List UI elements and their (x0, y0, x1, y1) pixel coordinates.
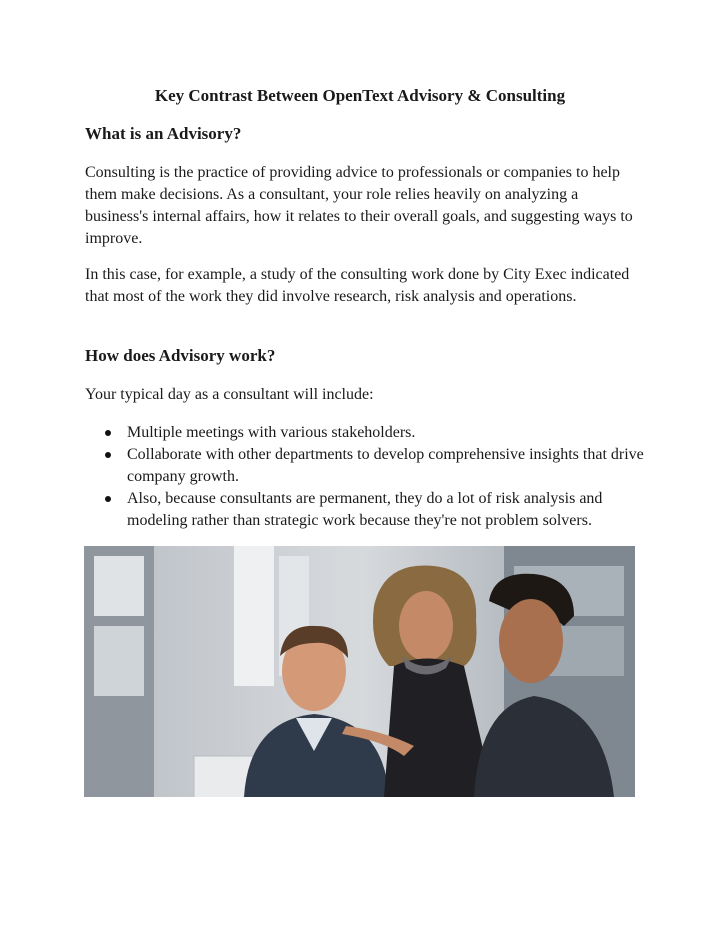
paragraph-typical-day: Your typical day as a consultant will include: (85, 386, 374, 403)
bullet-text: Also, because consultants are permanent, they do a lot of risk analysis and modeling rather than strategic work because they're not problem solvers. (127, 490, 603, 529)
bullet-item (85, 422, 645, 444)
bullet-text: Multiple meetings with various stakeholders. (127, 424, 416, 441)
bullet-item (85, 488, 645, 532)
bullet-dot-icon (105, 430, 111, 436)
office-meeting-photo (84, 546, 635, 797)
photo-illustration (84, 546, 635, 797)
bullet-dot-icon (105, 452, 111, 458)
bullet-item (85, 444, 645, 488)
bullet-list (85, 422, 645, 532)
bullet-dot-icon (105, 496, 111, 502)
paragraph-consulting-definition: Consulting is the practice of providing advice to professionals or companies to help them make decisions. As a consultant, your role relies heavily on analyzing a business's internal affairs, how it relates to their overall goals, and suggesting ways to improve. (85, 164, 633, 247)
paragraph-city-exec-study: In this case, for example, a study of the consulting work done by City Exec indicated that most of the work they did involve research, risk analysis and operations. (85, 266, 630, 305)
section-heading-how-advisory-works: How does Advisory work? (85, 346, 276, 365)
section-heading-what-is-advisory: What is an Advisory? (85, 124, 242, 143)
bullet-text: Collaborate with other departments to develop comprehensive insights that drive company growth. (127, 446, 644, 485)
document-title: Key Contrast Between OpenText Advisory & Consulting (154, 86, 566, 105)
